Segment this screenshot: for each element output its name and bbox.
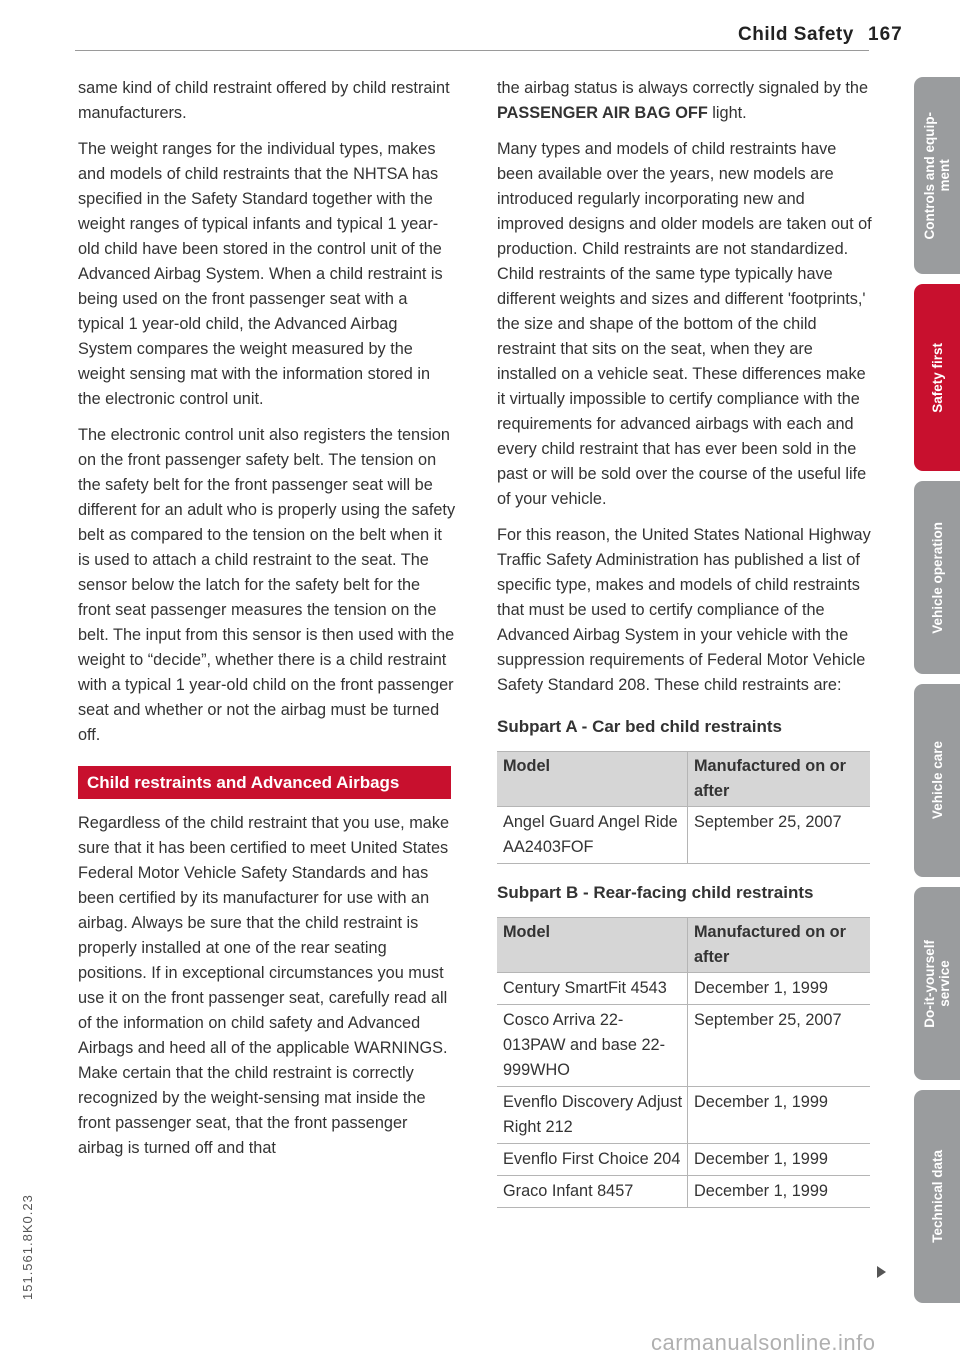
table-row bbox=[497, 1144, 870, 1176]
side-tab-controls-and-equipment[interactable]: Controls and equip- ment bbox=[914, 77, 960, 274]
document-code: 151.561.8K0.23 bbox=[20, 1194, 35, 1300]
table-header-date: Manufactured on or after bbox=[688, 752, 871, 807]
right-column bbox=[497, 76, 873, 1216]
table-header-model: Model bbox=[497, 752, 688, 807]
table-header-row bbox=[497, 752, 870, 807]
table-cell-model: Evenflo First Choice 204 bbox=[497, 1144, 688, 1176]
table-cell-model: Century SmartFit 4543 bbox=[497, 973, 688, 1005]
page-number: 167 bbox=[868, 24, 903, 45]
side-tab-safety-first[interactable]: Safety first bbox=[914, 284, 960, 471]
table-row bbox=[497, 1005, 870, 1087]
table-header-date: Manufactured on or after bbox=[688, 918, 871, 973]
paragraph: same kind of child restraint offered by child restraint manufacturers. bbox=[78, 79, 450, 122]
paragraph: the airbag status is always correctly signaled by the PASSENGER AIR BAG OFF light. bbox=[497, 79, 869, 122]
table-cell-model: Angel Guard Angel Ride AA2403FOF bbox=[497, 807, 688, 864]
paragraph: The electronic control unit also registers the tension on the front passenger safety belt. The tension on the safety belt for the front passenger seat will be different for an adult who is properly using the safety belt as compared to the tension on the belt when it is used to attach a child restraint to the seat. The sensor below the latch for the safety belt for the front seat passenger measures the tension on the belt. The input from this sensor is then used with the weight to “decide”, whether there is a child restraint with a typical 1 year-old child on the front passenger seat and whether or not the airbag must be turned off. bbox=[78, 426, 456, 744]
table-cell-date: December 1, 1999 bbox=[688, 973, 871, 1005]
running-header-title: Child Safety bbox=[738, 24, 854, 45]
airbag-off-light-label: PASSENGER AIR BAG OFF bbox=[497, 104, 708, 122]
watermark: carmanualsonline.info bbox=[651, 1330, 876, 1355]
table-cell-date: December 1, 1999 bbox=[688, 1144, 871, 1176]
table-cell-date: December 1, 1999 bbox=[688, 1176, 871, 1208]
side-tab-vehicle-operation[interactable]: Vehicle operation bbox=[914, 481, 960, 674]
continue-arrow-icon bbox=[877, 1266, 886, 1278]
header-rule bbox=[75, 50, 869, 51]
table-cell-date: December 1, 1999 bbox=[688, 1087, 871, 1144]
side-tab-vehicle-care[interactable]: Vehicle care bbox=[914, 684, 960, 877]
subpart-b-table bbox=[497, 917, 870, 1208]
table-row bbox=[497, 807, 870, 864]
table-header-row bbox=[497, 918, 870, 973]
side-tab-technical-data[interactable]: Technical data bbox=[914, 1090, 960, 1303]
table-cell-date: September 25, 2007 bbox=[688, 807, 871, 864]
table-cell-model: Graco Infant 8457 bbox=[497, 1176, 688, 1208]
paragraph: Regardless of the child restraint that you use, make sure that it has been certified to meet United States Federal Motor Vehicle Safety Standards and has been certified by its manufacturer for use with an airbag. Always be sure that the child restraint is properly installed at one of the rear seating positions. If in exceptional circumstances you must use it on the front passenger seat, carefully read all of the information on child safety and Advanced Airbags and heed all of the applicable WARNINGS. Make certain that the child restraint is correctly recognized by the weight-sensing mat inside the front passenger seat, that the front passenger airbag is turned off and that bbox=[78, 814, 450, 1157]
table-cell-date: September 25, 2007 bbox=[688, 1005, 871, 1087]
table-header-model: Model bbox=[497, 918, 688, 973]
side-tab-do-it-yourself-service[interactable]: Do-it-yourself service bbox=[914, 887, 960, 1080]
left-column bbox=[78, 76, 456, 1172]
table-row bbox=[497, 973, 870, 1005]
subpart-a-heading: Subpart A - Car bed child restraints bbox=[497, 717, 782, 736]
subpart-b-heading: Subpart B - Rear-facing child restraints bbox=[497, 883, 814, 902]
table-row bbox=[497, 1176, 870, 1208]
table-row bbox=[497, 1087, 870, 1144]
table-cell-model: Cosco Arriva 22-013PAW and base 22-999WHO bbox=[497, 1005, 688, 1087]
section-heading: Child restraints and Advanced Airbags bbox=[78, 766, 451, 799]
paragraph: For this reason, the United States National Highway Traffic Safety Administration has published a list of specific type, makes and models of child restraints that must be used to certify compliance of the Advanced Airbag System in your vehicle with the suppression requirements of Federal Motor Vehicle Safety Standard 208. These child restraints are: bbox=[497, 526, 871, 694]
subpart-a-table bbox=[497, 751, 870, 864]
table-cell-model: Evenflo Discovery Adjust Right 212 bbox=[497, 1087, 688, 1144]
side-tab-navigation bbox=[914, 77, 960, 1313]
paragraph: The weight ranges for the individual types, makes and models of child restraints that the NHTSA has specified in the Safety Standard together with the weight ranges of typical infants and typical 1 year-old child have been stored in the control unit of the Advanced Airbag System. When a child restraint is being used on the front passenger seat with a typical 1 year-old child, the Advanced Airbag System compares the weight measured by the weight sensing mat with the information stored in the electronic control unit. bbox=[78, 140, 443, 408]
paragraph: Many types and models of child restraints have been available over the years, new models are introduced regularly incorporating new and improved designs and older models are taken out of production. Child restraints are not standardized. Child restraints of the same type typically have different weights and sizes and different 'footprints,' the size and shape of the bottom of the child restraint that sits on the seat, when they are installed on a vehicle seat. These differences make it virtually impossible to certify compliance with the requirements for advanced airbags with each and every child restraint that has ever been sold in the past or will be sold over the course of the useful life of your vehicle. bbox=[497, 140, 872, 508]
